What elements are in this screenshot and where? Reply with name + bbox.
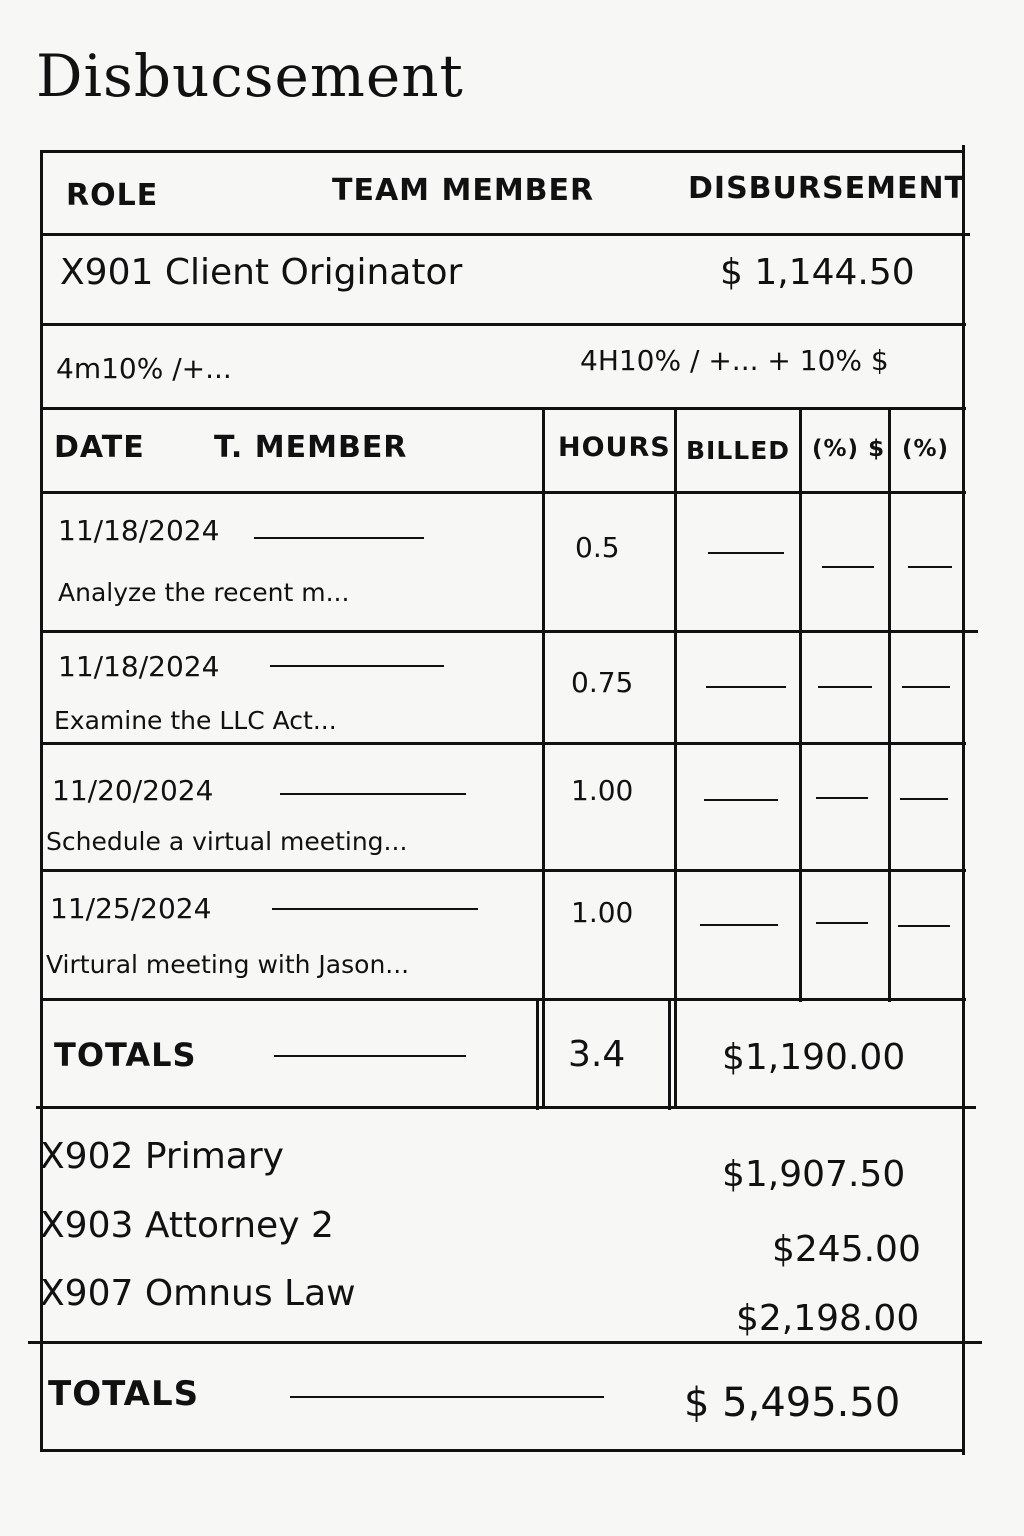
member-subheader: T. MEMBER [214, 430, 408, 465]
date-subheader: DATE [54, 430, 145, 465]
role-x907-amount: $2,198.00 [736, 1298, 920, 1339]
entry-billed-placeholder-3 [704, 799, 778, 801]
table-bottom-border [40, 1449, 962, 1452]
role-x903-amount: $245.00 [772, 1229, 921, 1270]
entry-divider-4 [40, 998, 966, 1001]
role-x902-amount: $1,907.50 [722, 1154, 906, 1195]
disbursement-header: DISBURSEMENT [688, 171, 967, 206]
billed-column-left-border [674, 407, 677, 1107]
role-header: ROLE [66, 178, 159, 213]
role-x903: X903 Attorney 2 [40, 1205, 334, 1246]
client-amount: $ 1,144.50 [720, 252, 915, 293]
entry-description-4: Virtural meeting with Jason... [46, 950, 410, 979]
subtotal-amount-left-border [668, 998, 671, 1110]
subtotal-member-placeholder [274, 1055, 466, 1057]
entry-pct-partial-placeholder-2 [902, 686, 950, 688]
page-title: Disbucsement [36, 42, 464, 110]
pct-partial-subheader: (%) [902, 436, 950, 462]
entry-date-2: 11/18/2024 [58, 650, 220, 683]
subtotal-amount: $1,190.00 [722, 1037, 906, 1078]
entry-pct-dollar-placeholder-2 [818, 686, 872, 688]
entry-date-1: 11/18/2024 [58, 514, 220, 547]
role-x902: X902 Primary [40, 1136, 284, 1177]
entry-date-3: 11/20/2024 [52, 774, 214, 807]
hours-column-left-border [542, 407, 545, 1107]
entry-pct-partial-placeholder-1 [908, 566, 952, 568]
entry-pct-dollar-placeholder-3 [816, 797, 868, 799]
entry-pct-dollar-placeholder-1 [822, 566, 874, 568]
grand-total-amount: $ 5,495.50 [684, 1380, 901, 1426]
table-top-border [40, 150, 962, 153]
entry-member-placeholder-1 [254, 537, 424, 539]
entry-divider-2 [40, 742, 966, 745]
entry-billed-placeholder-2 [706, 686, 786, 688]
entry-description-2: Examine the LLC Act... [54, 706, 337, 735]
summary-divider [28, 1341, 982, 1344]
entry-description-1: Analyze the recent m... [58, 578, 350, 607]
entry-billed-placeholder-1 [708, 552, 784, 554]
client-row-divider [40, 323, 966, 326]
team-member-header: TEAM MEMBER [332, 173, 595, 208]
hours-subheader: HOURS [558, 432, 671, 463]
pct-dollar-column-left-border [799, 407, 802, 1002]
subtotal-hours: 3.4 [568, 1034, 626, 1075]
subheader-divider [40, 491, 966, 494]
pct-partial-column-left-border [888, 407, 891, 1002]
entry-divider-3 [40, 869, 966, 872]
pct-dollar-subheader: (%) $ [812, 436, 886, 462]
subtotal-label: TOTALS [54, 1036, 197, 1074]
entry-member-placeholder-2 [270, 665, 444, 667]
grand-total-label: TOTALS [48, 1374, 200, 1414]
role-x907: X907 Omnus Law [40, 1273, 356, 1314]
formula-left: 4m10% /+... [56, 352, 232, 385]
header-divider [40, 233, 970, 236]
entry-member-placeholder-3 [280, 793, 466, 795]
subtotal-hours-left-border [536, 998, 539, 1110]
entry-billed-placeholder-4 [700, 924, 778, 926]
grand-total-member-placeholder [290, 1396, 604, 1398]
entry-pct-partial-placeholder-3 [900, 798, 948, 800]
formula-row-divider [40, 407, 966, 410]
entry-pct-dollar-placeholder-4 [816, 922, 868, 924]
table-left-border [40, 150, 43, 1450]
entry-hours-1: 0.5 [575, 531, 620, 564]
entry-hours-3: 1.00 [571, 774, 634, 807]
entry-description-3: Schedule a virtual meeting... [46, 827, 408, 856]
entry-member-placeholder-4 [272, 908, 478, 910]
entry-hours-4: 1.00 [571, 896, 634, 929]
formula-right: 4H10% / +... + 10% $ [580, 344, 889, 377]
entry-pct-partial-placeholder-4 [898, 925, 950, 927]
subtotal-divider [36, 1106, 976, 1109]
entry-date-4: 11/25/2024 [50, 892, 212, 925]
client-role: X901 Client Originator [60, 252, 463, 293]
entry-hours-2: 0.75 [571, 666, 634, 699]
billed-subheader: BILLED [686, 436, 791, 465]
table-right-border [962, 145, 965, 1455]
entry-divider-1 [40, 630, 978, 633]
